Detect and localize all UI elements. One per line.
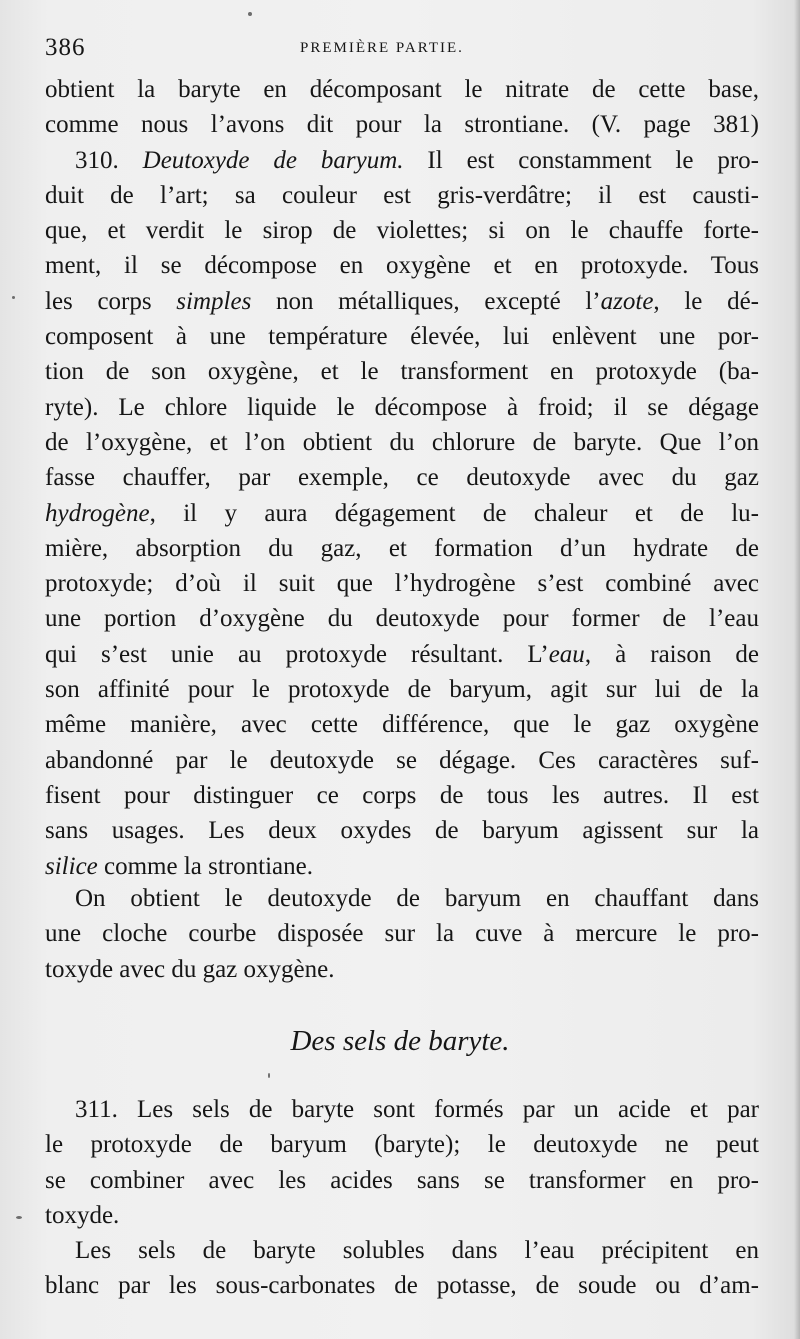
- section-subheading: Des sels de baryte.: [290, 1025, 510, 1057]
- text-line: [45, 849, 759, 884]
- text-line: une cloche courbe disposée sur la cuve à mercure le pro-: [45, 920, 759, 948]
- text-line: protoxyde; d’où il suit que l’hydrogène s’est combiné avec: [45, 570, 759, 598]
- italic-term: eau: [548, 640, 585, 668]
- text-line: 311. Les sels de baryte sont formés par un acide et par: [75, 1096, 759, 1123]
- text-line: fisent pour distinguer ce corps de tous les autres. Il est: [45, 781, 759, 809]
- text-line: tion de son oxygène, et le transforment en protoxyde (ba-: [45, 358, 759, 386]
- text-line: Les sels de baryte solubles dans l’eau précipitent en: [75, 1237, 759, 1264]
- section-310-heading-line: [45, 143, 759, 178]
- text-line: ryte). Le chlore liquide le décompose à froid; il se dégage: [45, 393, 759, 421]
- text-line: toxyde.: [45, 1201, 120, 1229]
- main-text-block: [45, 72, 759, 884]
- text-span: , à raison de: [584, 640, 759, 668]
- scan-speck: [16, 1216, 22, 1219]
- text-line: On obtient le deutoxyde de baryum en chauffant dans: [75, 885, 759, 912]
- text-line: toxyde avec du gaz oxygène.: [45, 955, 335, 983]
- text-span: non métalliques, excepté l’: [251, 287, 601, 315]
- text-line: de l’oxygène, et l’on obtient du chlorure de baryte. Que l’on: [45, 428, 759, 456]
- text-line: [45, 637, 759, 672]
- text-line: abandonné par le deutoxyde se dégage. Ces caractères suf-: [45, 746, 759, 774]
- text-line: composent à une température élevée, lui enlèvent une por-: [45, 323, 759, 351]
- text-line: blanc par les sous-carbonates de potasse, de soude ou d’am-: [45, 1272, 759, 1300]
- page-edge-shadow: [794, 0, 800, 1339]
- section-311-paragraph: [45, 1092, 759, 1233]
- text-line: que, et verdit le sirop de violettes; si on le chauffe forte-: [45, 217, 759, 245]
- italic-term: simples: [176, 287, 252, 315]
- text-span: , le dé-: [653, 287, 760, 315]
- text-span: comme la strontiane.: [97, 852, 313, 880]
- text-line: son affinité pour le protoxyde de baryum, agit sur lui de la: [45, 676, 759, 704]
- text-line: mière, absorption du gaz, et formation d’un hydrate de: [45, 534, 759, 562]
- scan-speck: [268, 1073, 270, 1078]
- text-line: [45, 284, 759, 319]
- section-title: Deutoxyde de baryum.: [142, 146, 404, 174]
- text-line: même manière, avec cette différence, que le gaz oxygène: [45, 711, 759, 739]
- scan-speck: [248, 12, 252, 16]
- text-span: , il y aura dégagement de chaleur et de lu-: [149, 499, 759, 527]
- section-number: 310.: [75, 146, 119, 174]
- text-line: ment, il se décompose en oxygène et en protoxyde. Tous: [45, 252, 759, 280]
- italic-term: hydrogène: [45, 499, 150, 527]
- text-line: sans usages. Les deux oxydes de baryum agissent sur la: [45, 817, 759, 845]
- text-span: les corps: [45, 287, 177, 315]
- text-line: fasse chauffer, par exemple, ce deutoxyde avec du gaz: [45, 464, 759, 492]
- italic-term: azote: [600, 287, 654, 315]
- running-head: PREMIÈRE PARTIE.: [300, 40, 464, 56]
- preparation-paragraph: [45, 881, 759, 987]
- section-311-second-paragraph: [45, 1233, 759, 1304]
- text-line: obtient la baryte en décomposant le nitrate de cette base,: [45, 76, 759, 103]
- scan-speck: [12, 296, 15, 299]
- page-header: [45, 34, 760, 64]
- text-span: qui s’est unie au protoxyde résultant. L’: [45, 640, 549, 668]
- italic-term: silice: [45, 852, 98, 880]
- text-span: Il est constamment le pro-: [427, 146, 759, 174]
- page-number: 386: [45, 34, 86, 61]
- text-line: duit de l’art; sa couleur est gris-verdâtre; il est causti-: [45, 181, 759, 209]
- text-line: se combiner avec les acides sans se transformer en pro-: [45, 1166, 759, 1194]
- text-line: une portion d’oxygène du deutoxyde pour former de l’eau: [45, 605, 759, 633]
- text-line: le protoxyde de baryum (baryte); le deutoxyde ne peut: [45, 1131, 759, 1159]
- text-line: comme nous l’avons dit pour la strontiane. (V. page 381): [45, 111, 759, 139]
- text-line: [45, 496, 759, 531]
